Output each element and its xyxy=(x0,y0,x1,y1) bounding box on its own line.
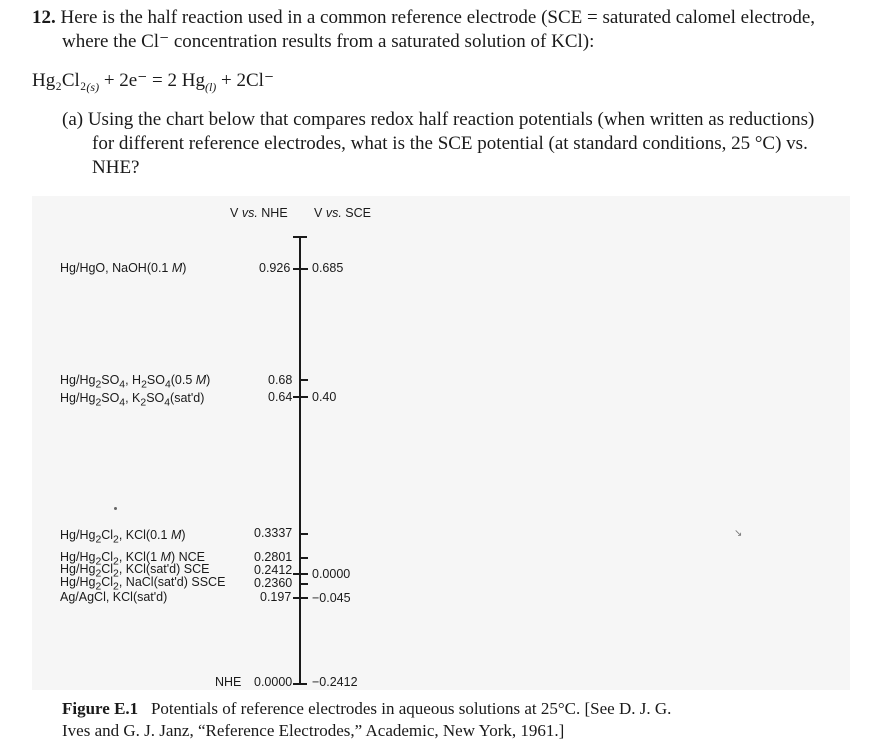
question-text-1: Here is the half reaction used in a common reference electrode (SCE = saturated calomel electrode, xyxy=(60,7,816,28)
tick-kcl-01 xyxy=(300,533,308,535)
axis-bottom-cap xyxy=(293,683,307,685)
sce-value-hgo: 0.685 xyxy=(312,261,344,275)
tick-ssce xyxy=(300,583,308,585)
electrode-label-kcl-01: $Hg/Hg_2Cl_2$, KCl(0.1 M) xyxy=(60,528,186,546)
nhe-value-k2so4: 0.64 xyxy=(268,390,293,404)
figure-label: Figure E.1 xyxy=(62,699,139,718)
nhe-reference-label: NHE xyxy=(215,675,242,689)
electrode-label-k2so4: $Hg/Hg_2SO_4$, $K_2SO_4(sat'd)$ xyxy=(60,391,205,409)
header-sce: V vs. SCE xyxy=(314,206,371,220)
sce-value-agcl: −0.045 xyxy=(312,591,351,605)
electrode-label-agcl: Ag/AgCl, KCl(sat'd) xyxy=(60,590,168,604)
reaction-hg-state: (l) xyxy=(204,79,217,94)
header-nhe: V vs. NHE xyxy=(230,206,288,220)
caption-text-1: Potentials of reference electrodes in aqueous solutions at 25°C. [See D. J. G. xyxy=(150,699,672,718)
question-line-1 xyxy=(32,6,815,29)
cursor-arrow-icon: ↘ xyxy=(734,528,743,539)
potential-axis xyxy=(299,236,301,684)
nhe-value-h2so4: 0.68 xyxy=(268,373,293,387)
part-a-line-1: (a) Using the chart below that compares redox half reaction potentials (when written as reductions) xyxy=(62,109,815,130)
half-reaction xyxy=(32,69,274,99)
tick-h2so4 xyxy=(300,379,308,381)
electrode-label-h2so4: $Hg/Hg_2SO_4$, $H_2SO_4(0.5$ M) xyxy=(60,373,211,391)
tick-nce xyxy=(300,557,308,559)
nhe-value-sce: 0.2412 xyxy=(254,563,293,577)
sce-value-sce: 0.0000 xyxy=(312,567,351,581)
tick-agcl xyxy=(293,597,308,599)
nhe-value-agcl: 0.197 xyxy=(260,590,292,604)
reaction-tail: + 2Cl⁻ xyxy=(221,70,274,91)
electrode-label-nce: $Hg/Hg_2Cl_2$, KCl(1 M) NCE xyxy=(60,550,205,568)
nhe-reference-sce-value: −0.2412 xyxy=(312,675,358,689)
nhe-value-hgo: 0.926 xyxy=(259,261,291,275)
tick-hgo xyxy=(293,268,308,270)
electrode-label-hgo: Hg/HgO, NaOH(0.1 M) xyxy=(60,261,187,275)
reaction-middle: + 2e⁻ = 2 Hg xyxy=(103,70,205,91)
part-a-line-3: NHE? xyxy=(92,157,140,178)
axis-top-cap xyxy=(293,236,307,238)
figure-caption-line-1 xyxy=(62,697,671,720)
stray-dot xyxy=(114,507,117,510)
electrode-label-ssce: $Hg/Hg_2Cl_2$, NaCl(sat'd) SSCE xyxy=(60,575,226,593)
nhe-value-kcl-01: 0.3337 xyxy=(254,526,293,540)
sce-value-k2so4: 0.40 xyxy=(312,390,337,404)
nhe-reference-value: 0.0000 xyxy=(254,675,293,689)
tick-sce xyxy=(293,573,308,575)
nhe-value-ssce: 0.2360 xyxy=(254,576,293,590)
reaction-reactant-state: (s) xyxy=(86,79,100,94)
figure-caption-line-2: Ives and G. J. Janz, “Reference Electrodes,” Academic, New York, 1961.] xyxy=(62,721,565,740)
electrode-label-sce: $Hg/Hg_2Cl_2$, KCl(sat'd) SCE xyxy=(60,562,210,580)
nhe-value-nce: 0.2801 xyxy=(254,550,293,564)
question-line-2: where the Cl⁻ concentration results from a saturated solution of KCl): xyxy=(62,31,595,52)
part-a-line-2: for different reference electrodes, what is the SCE potential (at standard conditions, 25 °C) vs. xyxy=(92,133,808,154)
question-number: 12. xyxy=(32,7,56,28)
tick-k2so4 xyxy=(293,396,308,398)
reaction-reactant: Hg₂Cl₂ xyxy=(32,70,87,91)
